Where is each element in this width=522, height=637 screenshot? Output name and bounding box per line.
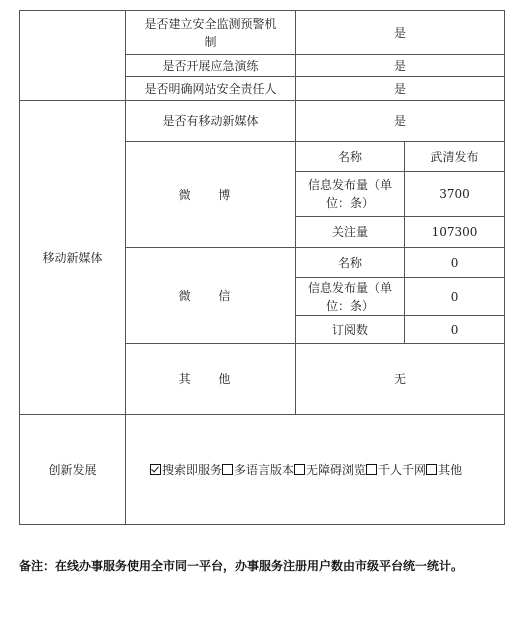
responsible-label: 是否明确网站安全责任人 <box>126 77 296 101</box>
footnote: 备注：在线办事服务使用全市同一平台，办事服务注册用户数由市级平台统一统计。 <box>19 559 464 573</box>
checkbox-icon[interactable] <box>222 464 233 475</box>
option-label: 千人千网 <box>378 462 427 477</box>
option-4[interactable] <box>426 463 462 477</box>
wechat-posts-label: 信息发布量（单位：条） <box>296 278 405 316</box>
weibo-name-label: 名称 <box>296 142 405 172</box>
checkbox-icon[interactable] <box>426 464 437 475</box>
weibo-followers-label: 关注量 <box>296 217 405 248</box>
innovation-label: 创新发展 <box>20 415 126 525</box>
media-section-label: 移动新媒体 <box>20 101 126 415</box>
other-label: 其 他 <box>126 344 296 415</box>
option-1[interactable] <box>222 463 294 477</box>
option-label: 多语言版本 <box>234 462 295 477</box>
checkbox-icon[interactable] <box>366 464 377 475</box>
option-label: 其他 <box>438 462 463 477</box>
other-value: 无 <box>296 344 505 415</box>
drill-label: 是否开展应急演练 <box>126 55 296 77</box>
wechat-name-value: 0 <box>405 248 505 278</box>
weibo-label: 微 博 <box>126 142 296 248</box>
wechat-label: 微 信 <box>126 248 296 344</box>
warning-value: 是 <box>296 11 505 55</box>
wechat-posts-value: 0 <box>405 278 505 316</box>
has-media-value: 是 <box>296 101 505 142</box>
drill-value: 是 <box>296 55 505 77</box>
weibo-name-value: 武清发布 <box>405 142 505 172</box>
table-row <box>20 415 505 525</box>
blank-cell <box>20 11 126 101</box>
option-2[interactable] <box>294 463 366 477</box>
innovation-options <box>126 415 505 525</box>
has-media-label: 是否有移动新媒体 <box>126 101 296 142</box>
wechat-subscribers-value: 0 <box>405 316 505 344</box>
checkbox-icon[interactable] <box>294 464 305 475</box>
weibo-followers-value: 107300 <box>405 217 505 248</box>
option-3[interactable] <box>366 463 426 477</box>
table-row <box>20 101 505 142</box>
option-label: 无障碍浏览 <box>306 462 367 477</box>
warning-label: 是否建立安全监测预警机制 <box>126 11 296 55</box>
wechat-name-label: 名称 <box>296 248 405 278</box>
report-table <box>19 10 505 525</box>
responsible-value: 是 <box>296 77 505 101</box>
weibo-posts-label: 信息发布量（单位：条） <box>296 172 405 217</box>
table-row <box>20 11 505 55</box>
checkbox-icon[interactable] <box>150 464 161 475</box>
wechat-subscribers-label: 订阅数 <box>296 316 405 344</box>
weibo-posts-value: 3700 <box>405 172 505 217</box>
option-label: 搜索即服务 <box>162 462 223 477</box>
option-0[interactable] <box>150 463 222 477</box>
